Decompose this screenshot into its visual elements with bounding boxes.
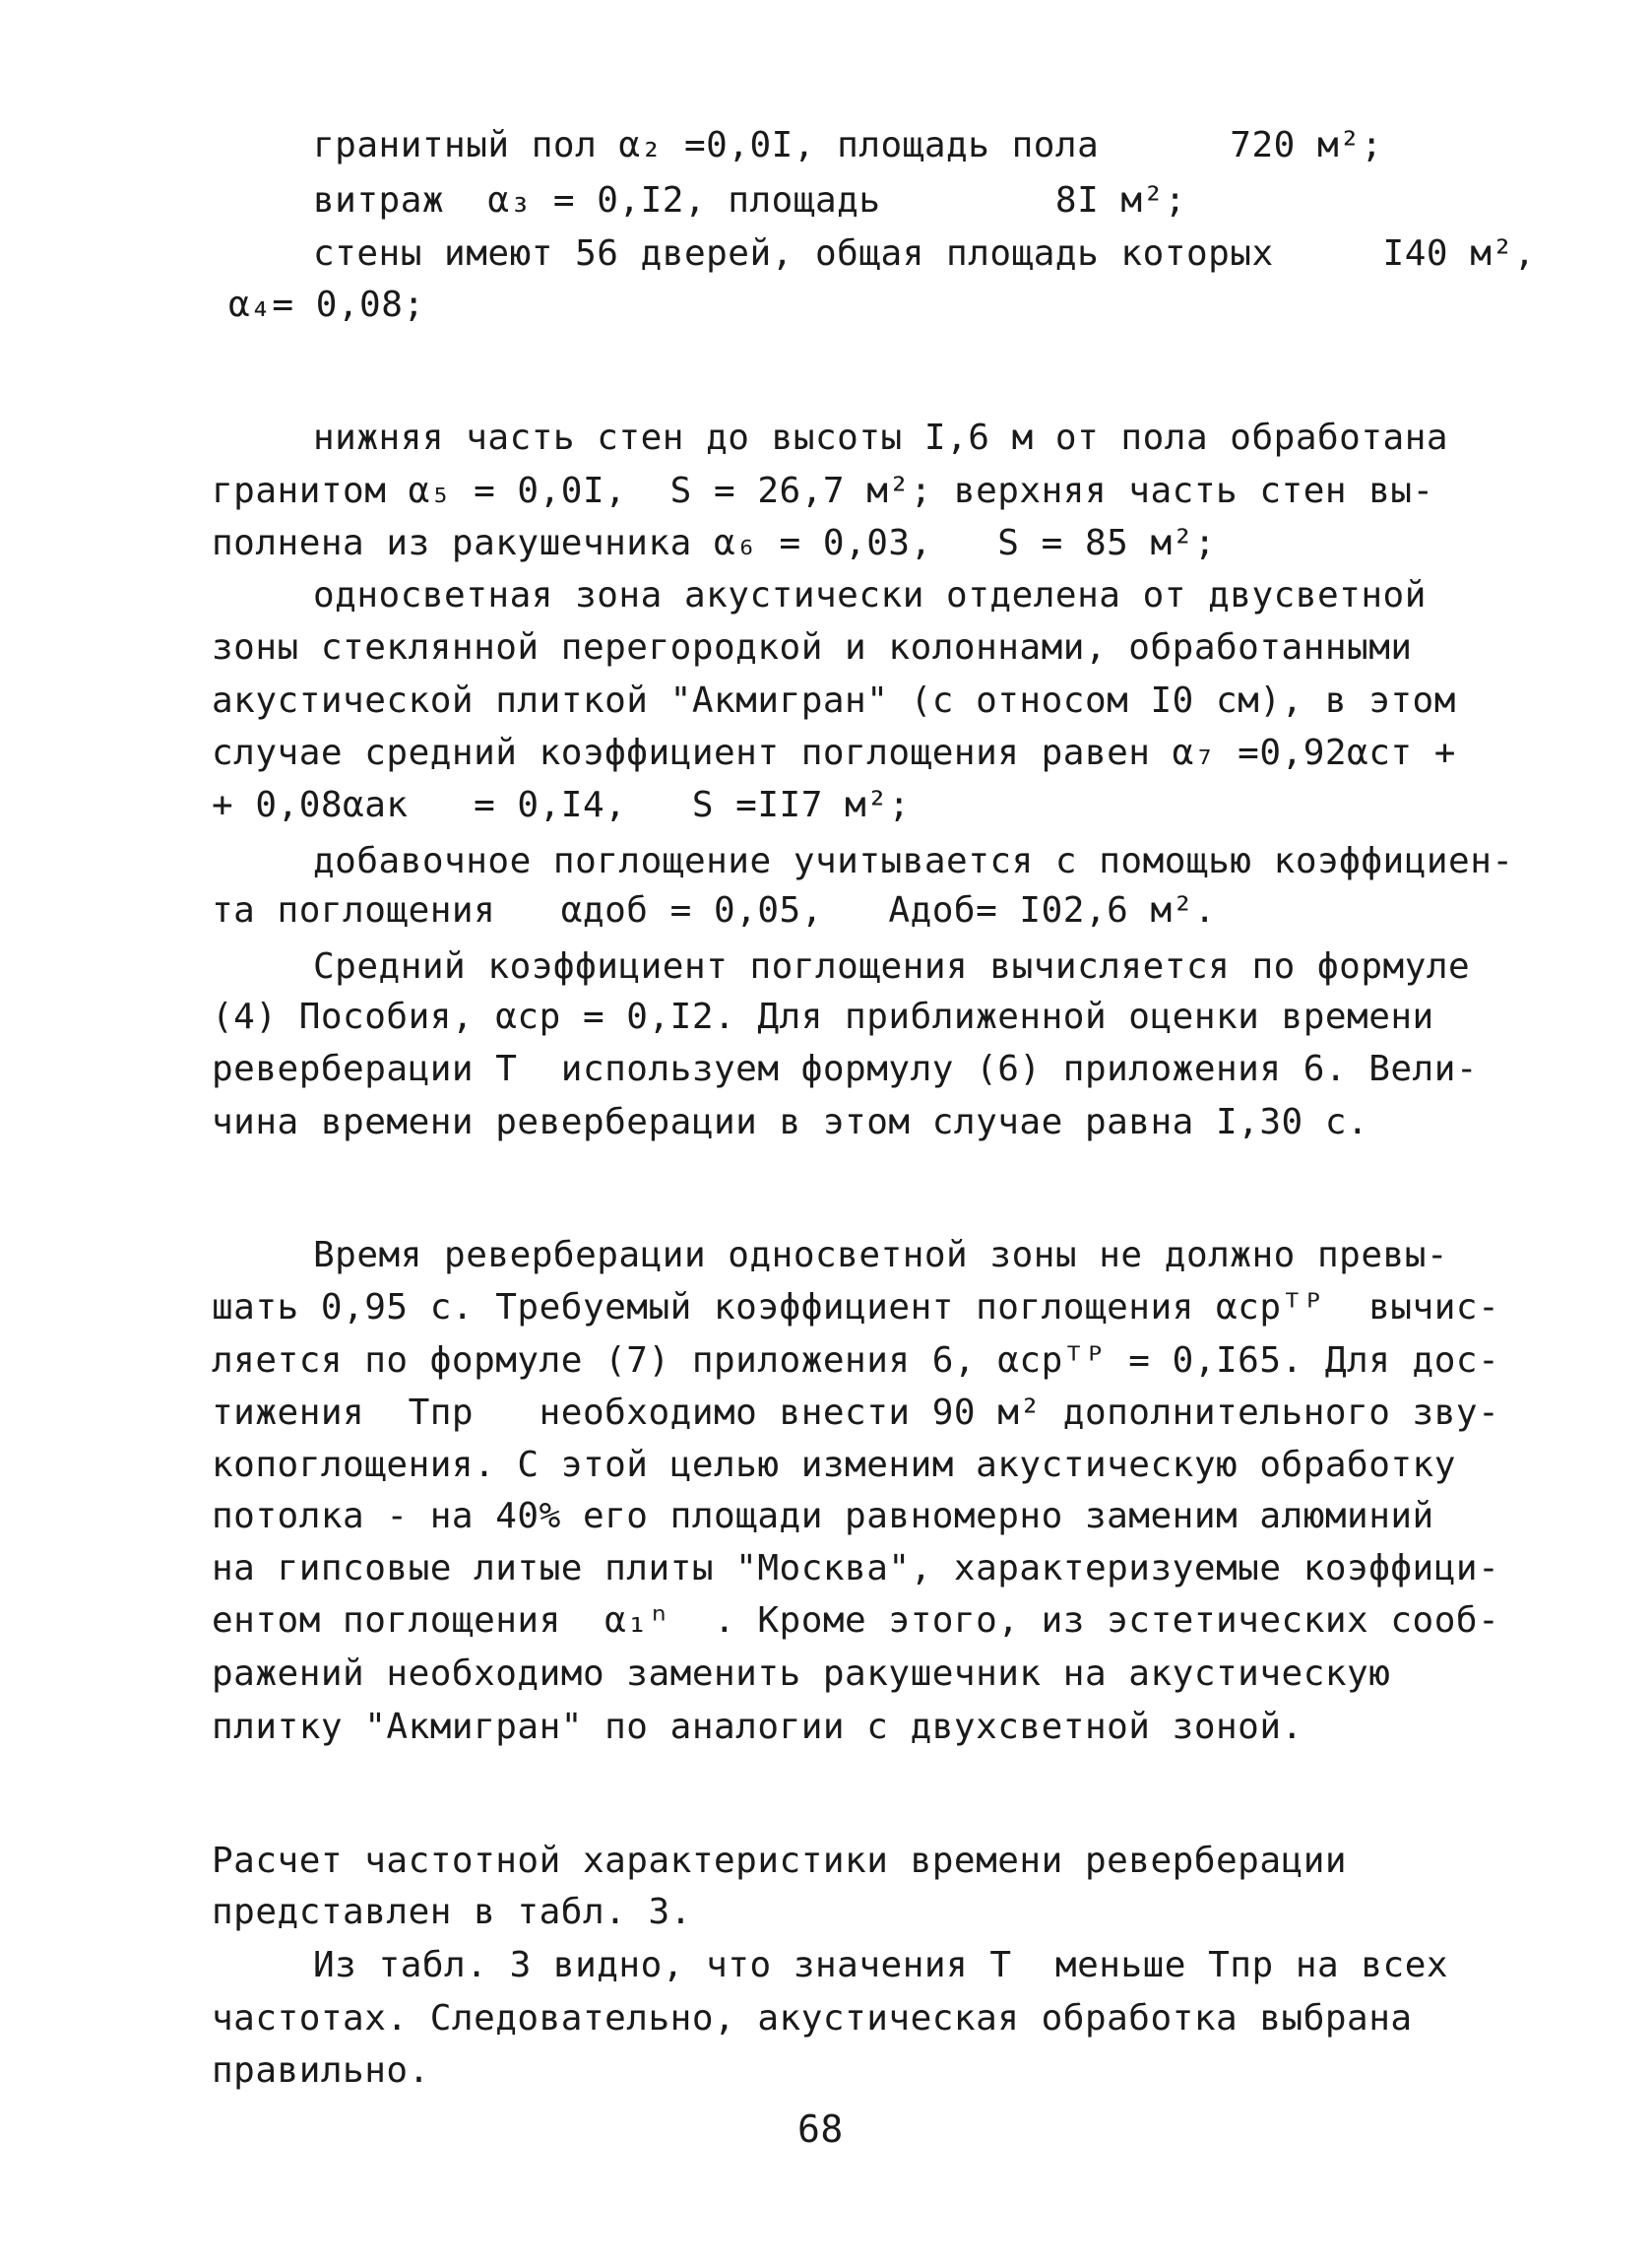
text-line: представлен в табл. 3. (212, 1892, 692, 1932)
text-line: та поглощения αдоб = 0,05, Aдоб= I02,6 м². (212, 890, 1216, 931)
text-line: плитку "Акмигран" по аналогии с двухсветной зоной. (212, 1707, 1303, 1747)
text-line: гранитный пол α₂ =0,0I, площадь пола 720 м²; (313, 125, 1383, 165)
page-number: 68 (797, 2107, 844, 2151)
text-line: нижняя часть стен до высоты I,6 м от пола обработана (313, 418, 1449, 458)
text-line: случае средний коэффициент поглощения равен α₇ =0,92αст + (212, 733, 1456, 773)
text-line: шать 0,95 с. Требуемый коэффициент поглощения αсрᵀᴾ вычис- (212, 1287, 1500, 1328)
text-line: тижения Tпр необходимо внести 90 м² дополнительного зву- (212, 1393, 1500, 1433)
text-line: + 0,08αак = 0,I4, S =II7 м²; (212, 785, 911, 825)
text-line: (4) Пособия, αср = 0,I2. Для приближенной оценки времени (212, 997, 1434, 1037)
text-line: ляется по формуле (7) приложения 6, αсрᵀᴾ = 0,I65. Для дос- (212, 1340, 1500, 1381)
text-line: Расчет частотной характеристики времени реверберации (212, 1841, 1348, 1881)
text-line: α₄= 0,08; (228, 285, 425, 325)
text-line: Средний коэффициент поглощения вычисляется по формуле (313, 946, 1471, 987)
text-line: на гипсовые литые плиты "Москва", характеризуемые коэффици- (212, 1548, 1500, 1588)
text-line: Время реверберации односветной зоны не должно превы- (313, 1235, 1449, 1275)
text-line: потолка - на 40% его площади равномерно заменим алюминий (212, 1496, 1434, 1536)
text-line: стены имеют 56 дверей, общая площадь которых I40 м², (313, 233, 1536, 274)
text-line: полнена из ракушечника α₆ = 0,03, S = 85 м²; (212, 523, 1216, 563)
text-line: гранитом α₅ = 0,0I, S = 26,7 м²; верхняя часть стен вы- (212, 471, 1434, 511)
text-line: добавочное поглощение учитывается с помощью коэффициен- (313, 841, 1514, 881)
text-line: зоны стеклянной перегородкой и колоннами, обработанными (212, 627, 1413, 668)
text-line: ражений необходимо заменить ракушечник на акустическую (212, 1653, 1391, 1694)
text-line: правильно. (212, 2050, 430, 2091)
text-line: чина времени реверберации в этом случае равна I,30 с. (212, 1102, 1369, 1142)
text-line: ентом поглощения α₁ⁿ . Кроме этого, из эстетических сооб- (212, 1600, 1500, 1641)
text-line: частотах. Следовательно, акустическая обработка выбрана (212, 1998, 1413, 2039)
text-line: акустической плиткой "Акмигран" (с относом I0 см), в этом (212, 680, 1456, 721)
text-line: витраж α₃ = 0,I2, площадь 8I м²; (313, 180, 1186, 221)
text-line: реверберации T используем формулу (6) приложения 6. Вели- (212, 1049, 1479, 1089)
text-line: Из табл. 3 видно, что значения T меньше Tпр на всех (313, 1945, 1449, 1985)
text-line: копоглощения. С этой целью изменим акустическую обработку (212, 1445, 1456, 1485)
text-line: односветная зона акустически отделена от двусветной (313, 575, 1427, 616)
